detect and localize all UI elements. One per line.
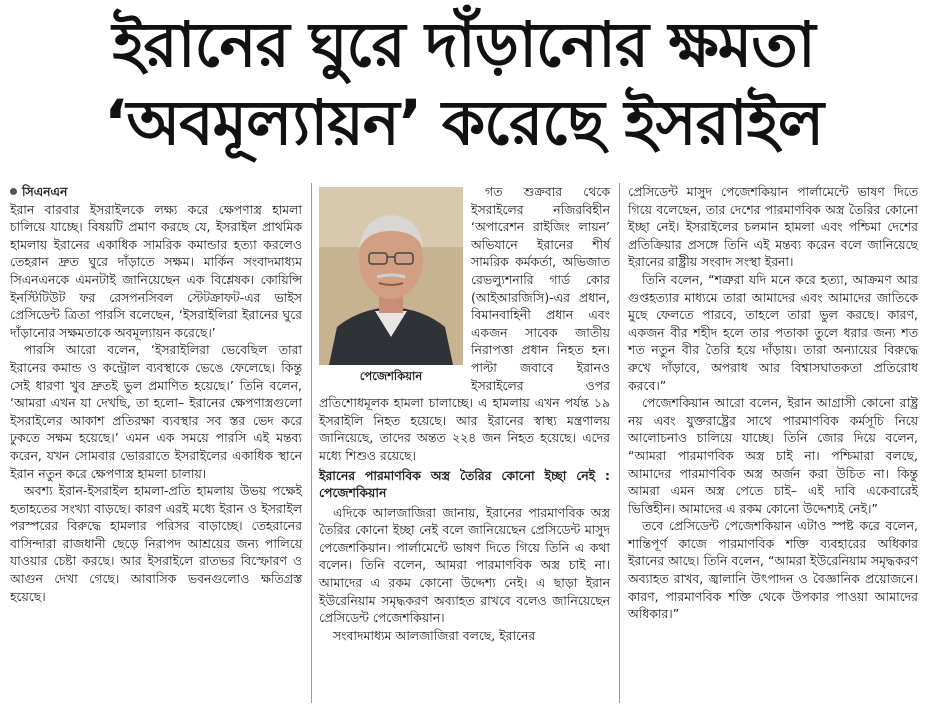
paragraph: গত শুক্রবার থেকে ইসরাইলের নজিরবিহীন ‘অপারেশন রাইজিং লায়ন’ অভিযানে ইরানের শীর্ষ সামরিক কর্মকর্তা, অভিজাত রেভল্যুশনারি গার্ড কোর (আইআরজিসি)-এর প্রধান, বিমানবাহিনী প্রধান এবং একজন সাবেক জাতীয় নিরাপত্তা প্রধান নিহত হন। পাল্টা জবাবে ইরানও ইসরাইলের ওপর প্রতিশোধমূলক হামলা চালাচ্ছে। এ হামলায় এখন পর্যন্ত ১৯ ইসরাইলি নিহত হয়েছে। আর ইরানের স্বাস্থ্য মন্ত্রণালয় জানিয়েছে, তাদের অন্তত ২২৪ জন নিহত হয়েছে। এদের মধ্যে শিশুও রয়েছে। [319, 184, 610, 463]
article-column-2 [319, 183, 610, 644]
paragraph: প্রেসিডেন্ট মাসুদ পেজেশকিয়ান পার্লামেন্টে ভাষণ দিতে গিয়ে বলেছেন, তার দেশের পারমাণবিক অস্ত্র তৈরির কোনো ইচ্ছা নেই। ইসরাইলের চলমান হামলা এবং পশ্চিমা দেশের প্রতিক্রিয়ার প্রসঙ্গে তিনি এই মন্তব্য করেন বলে জানিয়েছে ইরানের রাষ্ট্রীয় সংবাদ সংস্থা ইরনা। [628, 184, 918, 270]
paragraph: তবে প্রেসিডেন্ট পেজেশকিয়ান এটাও স্পষ্ট করে বলেন, শান্তিপূর্ণ কাজে পারমাণবিক শক্তি ব্যবহারের অধিকার ইরানের আছে। তিনি বলেন, “আমরা ইউরেনিয়াম সমৃদ্ধকরণ অব্যাহত রাখব, জ্বালানি উৎপাদন ও বৈজ্ঞানিক প্রয়োজনে। কারণ, পারমাণবিক শক্তি থেকে উপকার পাওয়া আমাদের অধিকার।” [628, 518, 918, 622]
portrait-photo [319, 187, 463, 365]
subheading: ইরানের পারমাণবিক অস্ত্র তৈরির কোনো ইচ্ছা নেই : পেজেশকিয়ান [319, 467, 610, 501]
paragraph: সংবাদমাধ্যম আলজাজিরা বলছে, ইরানের [333, 627, 536, 643]
paragraph: ইরান বারবার ইসরাইলকে লক্ষ্য করে ক্ষেপণাস্ত্র হামলা চালিয়ে যাচ্ছে। বিষয়টি প্রমাণ করছে যে, ইসরাইল প্রাথমিক হামলায় ইরানের একাধিক সামরিক কমান্ডার হত্যা করলেও তেহরান দ্রুত ঘুরে দাঁড়াতে সক্ষম। মার্কিন সংবাদমাধ্যম সিএনএনকে এমনটাই জানিয়েছেন এক বিশ্লেষক। কোয়িন্সি ইনস্টিটিউট ফর রেসপনসিবল স্টেটক্রাফট-এর ভাইস প্রেসিডেন্ট ত্রিতা পারসি বলেছেন, ‘ইসরাইলিরা ইরানের ঘুরে দাঁড়ানোর সক্ষমতাকে অবমূল্যায়ন করেছে।’ [10, 201, 302, 340]
column-divider [619, 183, 620, 703]
byline-source: সিএনএন [22, 184, 68, 199]
bullet-icon [10, 188, 17, 195]
paragraph: পেজেশকিয়ান আরো বলেন, ইরান আগ্রাসী কোনো রাষ্ট্র নয় এবং যুক্তরাষ্ট্রের সাথে পারমাণবিক কর্মসূচি নিয়ে আলোচনাও চালিয়ে যাচ্ছে। তিনি জোর দিয়ে বলেন, “আমরা পারমাণবিক অস্ত্র চাই না। পশ্চিমারা বলছে, আমাদের পারমাণবিক অস্ত্র অর্জন করা উচিত না। কিন্তু আমরা এমন অস্ত্র পেতে চাই– এই দাবি একেবারেই ভিত্তিহীন। আমাদের এ রকম কোনো উদ্দেশ্যই নেই।” [628, 395, 918, 516]
column-divider [311, 183, 312, 703]
headline-line-1: ইরানের ঘুরে দাঁড়ানোর ক্ষমতা [112, 8, 815, 81]
article-column-3 [628, 183, 918, 623]
paragraph: তিনি বলেন, “শত্রুরা যদি মনে করে হত্যা, আক্রমণ আর গুপ্তহত্যার মাধ্যমে তারা আমাদের এবং আমাদের জাতিকে মুছে ফেলতে পারবে, তাহলে তারা ভুল করছে। কারণ, একজন বীর শহীদ হলে তার পতাকা তুলে ধরার জন্য শত শত নতুন বীর তৈরি হয়ে দাঁড়ায়। তারা অন্যায়ের বিরুদ্ধে রুখে দাঁড়াবে, অপরাধ আর বিশ্বাসঘাতকতা প্রতিরোধ করবে।” [628, 271, 918, 393]
paragraph: অবশ্য ইরান-ইসরাইল হামলা-প্রতি হামলায় উভয় পক্ষেই হতাহতের সংখ্যা বাড়ছে। কারণ এরই মধ্যে ইরান ও ইসরাইল পরস্পরের বিরুদ্ধে হামলার পরিসর বাড়াচ্ছে। তেহরানের বাসিন্দারা রাজধানী ছেড়ে নিরাপদ আশ্রয়ের জন্য পালিয়ে যাওয়ার চেষ্টা করছে। আর ইসরাইলে রাতভর বিস্ফোরণ ও আগুন দেখা গেছে। আবাসিক ভবনগুলোও ক্ষতিগ্রস্ত হয়েছে। [10, 483, 302, 604]
photo-caption: পেজেশকিয়ান [359, 369, 423, 383]
headline [0, 6, 927, 162]
paragraph: এদিকে আলজাজিরা জানায়, ইরানের পারমাণবিক অস্ত্র তৈরির কোনো ইচ্ছা নেই বলে জানিয়েছেন প্রেসিডেন্ট মাসুদ পেজেশকিয়ান। পার্লামেন্টে ভাষণ দিতে গিয়ে তিনি এ কথা বলেন। তিনি বলেন, আমরা পারমাণবিক অস্ত্র চাই না। আমাদের এ রকম কোনো উদ্দেশ্য নেই। এ ছাড়া ইরান ইউরেনিয়াম সমৃদ্ধকরণ অব্যাহত রাখবে বলেও জানিয়েছেন প্রেসিডেন্ট পেজেশকিয়ান। [319, 504, 610, 626]
article-column-1 [10, 183, 302, 605]
paragraph: পারসি আরো বলেন, ‘ইসরাইলিরা ভেবেছিল তারা ইরানের কমান্ড ও কন্ট্রোল ব্যবস্থাকে ভেঙে ফেলেছে। কিন্তু সেই ধারণা খুব দ্রুতই ভুল প্রমাণিত হয়েছে।’ তিনি বলেন, ‘আমরা এখন যা দেখছি, তা হলো– ইরানের ক্ষেপণাস্ত্রগুলো ইসরাইলের আকাশ প্রতিরক্ষা ব্যবস্থার সব স্তর ভেদ করে ঢুকতে সক্ষম হয়েছে।’ এমন এক সময়ে পারসি এই মন্তব্য করেন, যখন সোমবার ভোররাতে ইসরাইলের একাধিক স্থানে ইরান নতুন করে ক্ষেপণাস্ত্র হামলা চালায়। [10, 342, 302, 481]
byline [10, 183, 302, 201]
headline-line-2: ‘অবমূল্যায়ন’ করেছে ইসরাইল [103, 86, 824, 159]
photo-block [319, 187, 463, 388]
